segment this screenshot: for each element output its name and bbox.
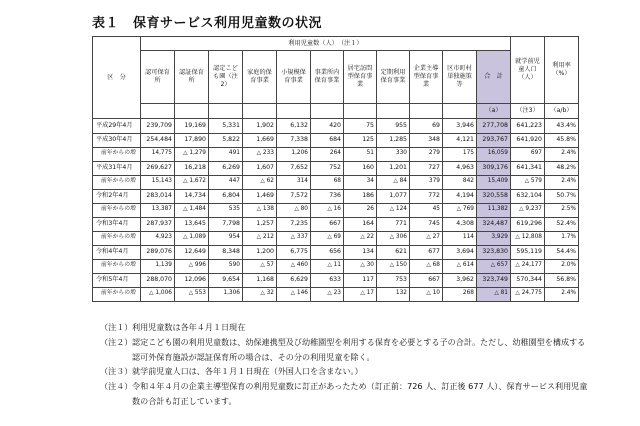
row-label: 前年からの増 — [93, 260, 141, 274]
table-cell: 348 — [410, 133, 443, 148]
table-cell: △ 769 — [443, 204, 477, 218]
table-cell: △ 996 — [175, 260, 209, 274]
table-cell: △ 80 — [277, 204, 311, 218]
table-cell: △ 233 — [243, 148, 277, 162]
table-cell: 667 — [410, 273, 443, 288]
table-cell: 6,804 — [209, 189, 243, 204]
table-cell: 420 — [311, 119, 344, 134]
table-cell: 320,558 — [477, 189, 511, 204]
col-header: 定期利用保育事業 — [377, 51, 410, 104]
table-cell: 6,775 — [277, 245, 311, 260]
row-label: 平成30年4月 — [93, 133, 141, 148]
row-label: 平成29年4月 — [93, 119, 141, 134]
table-row — [93, 217, 579, 232]
table-cell: △ 460 — [277, 260, 311, 274]
category-header: 区 分 — [93, 37, 141, 119]
table-cell: 7,235 — [277, 217, 311, 232]
table-cell: 26 — [344, 204, 377, 218]
table-cell: 117 — [344, 273, 377, 288]
population-header: 就学前児童人口（人） — [511, 37, 545, 104]
table-cell: △ 1,006 — [141, 288, 175, 302]
row-label: 前年からの増 — [93, 176, 141, 190]
table-cell: 132 — [377, 288, 410, 302]
table-row — [93, 273, 579, 288]
col-header: 家庭的保育事業 — [243, 51, 277, 104]
table-cell: 771 — [377, 217, 410, 232]
table-cell: 1,201 — [377, 161, 410, 176]
table-cell: △ 553 — [175, 288, 209, 302]
table-cell: △ 16 — [311, 204, 344, 218]
table-cell: 289,076 — [141, 245, 175, 260]
table-cell: 287,937 — [141, 217, 175, 232]
table-cell: 2.5% — [545, 204, 579, 218]
table-cell: 379 — [410, 176, 443, 190]
table-cell: 632,104 — [511, 189, 545, 204]
table-cell: 5,331 — [209, 119, 243, 134]
table-cell: 3,929 — [477, 232, 511, 246]
table-cell: 134 — [344, 245, 377, 260]
note: （注２） 認定こども園の利用児童数は、幼保連携型及び幼稚園型を利用する保育を必要とする子の合計。ただし、幼稚園型を構成する認可外保育施設が認証保育所の場合は、その分の利用児童を除く。 — [100, 336, 586, 362]
table-cell: 288,070 — [141, 273, 175, 288]
table-cell: 239,709 — [141, 119, 175, 134]
table-title: 保育サービス利用児童数の状況 — [133, 16, 323, 31]
table-cell: △ 657 — [477, 260, 511, 274]
table-cell: 309,176 — [477, 161, 511, 176]
table-cell: 619,296 — [511, 217, 545, 232]
col-header: 企業主導型保育事業 — [410, 51, 443, 104]
table-cell: 52.4% — [545, 217, 579, 232]
table-cell: 314 — [277, 176, 311, 190]
table-cell: 164 — [344, 217, 377, 232]
table-number: 表１ — [92, 16, 120, 31]
table-cell: 1,200 — [243, 245, 277, 260]
table-cell: 753 — [377, 273, 410, 288]
table-cell: 1,168 — [243, 273, 277, 288]
table-cell: 54.4% — [545, 245, 579, 260]
table-cell: 1,257 — [243, 217, 277, 232]
table-row-diff — [93, 260, 579, 274]
table-cell: 1,077 — [377, 189, 410, 204]
row-label: 平成31年4月 — [93, 161, 141, 176]
table-cell: △ 68 — [410, 260, 443, 274]
table-row-diff — [93, 232, 579, 246]
table-row — [93, 119, 579, 134]
table-cell: 279 — [410, 148, 443, 162]
table-cell: 752 — [311, 161, 344, 176]
table-cell: 7,572 — [277, 189, 311, 204]
col-header: 認可保育所 — [141, 51, 175, 104]
table-cell: △ 24,177 — [511, 260, 545, 274]
table-cell: △ 150 — [377, 260, 410, 274]
table-cell: 1.7% — [545, 232, 579, 246]
table-cell: 268 — [443, 288, 477, 302]
table-cell: 45 — [410, 204, 443, 218]
table-cell: 4,121 — [443, 133, 477, 148]
table-cell: 7,338 — [277, 133, 311, 148]
table-cell: 293,767 — [477, 133, 511, 148]
table-cell: 1,607 — [243, 161, 277, 176]
table-cell: 114 — [443, 232, 477, 246]
table-cell: 324,487 — [477, 217, 511, 232]
table-cell: 697 — [511, 148, 545, 162]
table-cell: 745 — [410, 217, 443, 232]
table-cell: 56.8% — [545, 273, 579, 288]
table-cell: △ 62 — [243, 176, 277, 190]
table-cell: 7,652 — [277, 161, 311, 176]
table-row — [93, 161, 579, 176]
rate-formula: （a/b） — [545, 104, 579, 119]
table-cell: △ 22 — [344, 232, 377, 246]
table-row-diff — [93, 148, 579, 162]
table-cell: △ 12,808 — [511, 232, 545, 246]
table-cell: 4,963 — [443, 161, 477, 176]
table-cell: △ 81 — [477, 288, 511, 302]
row-label: 令和5年4月 — [93, 273, 141, 288]
table-cell: 842 — [443, 176, 477, 190]
table-cell: 4,194 — [443, 189, 477, 204]
table-cell: 1,206 — [277, 148, 311, 162]
note: （注４） 令和４年４月の企業主導型保育の利用児童数に訂正があったため（訂正前：726 人、訂正後 677 人）、保育サービス利用児童数の合計も訂正しています。 — [100, 381, 588, 406]
table-cell: △ 30 — [344, 260, 377, 274]
col-header: 居宅訪問型保育事業 — [344, 51, 377, 104]
row-label: 前年からの増 — [93, 204, 141, 218]
table-cell: △ 1,672 — [175, 176, 209, 190]
table-cell: 1,139 — [141, 260, 175, 274]
table-cell: 2.4% — [545, 148, 579, 162]
table-cell: △ 614 — [443, 260, 477, 274]
table-cell: 633 — [311, 273, 344, 288]
table-cell: 13,645 — [175, 217, 209, 232]
table-cell: 323,830 — [477, 245, 511, 260]
table-cell: 447 — [209, 176, 243, 190]
table-cell: 9,654 — [209, 273, 243, 288]
population-note: （注3） — [511, 104, 545, 119]
row-label: 令和3年4月 — [93, 217, 141, 232]
table-cell: 48.2% — [545, 161, 579, 176]
table-row-diff — [93, 176, 579, 190]
table-cell: 15,409 — [477, 176, 511, 190]
table-cell: 954 — [209, 232, 243, 246]
table-cell: △ 27 — [410, 232, 443, 246]
table-cell: 955 — [377, 119, 410, 134]
table-cell: 125 — [344, 133, 377, 148]
table-cell: 160 — [344, 161, 377, 176]
table-cell: △ 23 — [311, 288, 344, 302]
table-cell: △ 9,237 — [511, 204, 545, 218]
table-cell: 14,775 — [141, 148, 175, 162]
table-cell: 323,749 — [477, 273, 511, 288]
table-cell: 2.0% — [545, 260, 579, 274]
row-label: 前年からの増 — [93, 232, 141, 246]
table-cell: 13,387 — [141, 204, 175, 218]
table-cell: 590 — [209, 260, 243, 274]
table-cell: △ 1,484 — [175, 204, 209, 218]
total-header: 合 計 — [477, 51, 511, 104]
table-cell: 684 — [311, 133, 344, 148]
table-cell: 491 — [209, 148, 243, 162]
table-cell: △ 32 — [243, 288, 277, 302]
table-cell: 16,059 — [477, 148, 511, 162]
table-cell: △ 57 — [243, 260, 277, 274]
row-label: 前年からの増 — [93, 148, 141, 162]
table-cell: 330 — [377, 148, 410, 162]
row-label: 令和2年4月 — [93, 189, 141, 204]
table-cell: 6,629 — [277, 273, 311, 288]
table-cell: 5,822 — [209, 133, 243, 148]
table-cell: 14,734 — [175, 189, 209, 204]
table-cell: △ 24,775 — [511, 288, 545, 302]
col-header: 認定こども園（注2） — [209, 51, 243, 104]
table-row — [93, 189, 579, 204]
table-cell: 6,132 — [277, 119, 311, 134]
row-label: 令和4年4月 — [93, 245, 141, 260]
table-cell: 4,308 — [443, 217, 477, 232]
table-cell: 1,669 — [243, 133, 277, 148]
table-cell: 1,306 — [209, 288, 243, 302]
table-cell: 45.8% — [545, 133, 579, 148]
table-cell: 4,923 — [141, 232, 175, 246]
table-cell: 3,962 — [443, 273, 477, 288]
table-cell: 12,096 — [175, 273, 209, 288]
table-cell: 8,348 — [209, 245, 243, 260]
table-row-diff — [93, 204, 579, 218]
rate-header: 利用率（%） — [545, 37, 579, 104]
row-label: 前年からの増 — [93, 288, 141, 302]
note: （注１） 利用児童数は各年４月１日現在 — [100, 322, 246, 332]
table-cell: △ 138 — [243, 204, 277, 218]
table-cell: 772 — [410, 189, 443, 204]
table-cell: 7,798 — [209, 217, 243, 232]
col-header: 区市町村単独施策等 — [443, 51, 477, 104]
total-symbol: （a） — [477, 104, 511, 119]
table-cell: 621 — [377, 245, 410, 260]
page-title — [92, 12, 322, 31]
table-cell: 51 — [344, 148, 377, 162]
usage-group-header: 利用児童数（人） （注１） — [141, 37, 511, 51]
table-cell: 19,169 — [175, 119, 209, 134]
table-cell: 570,344 — [511, 273, 545, 288]
table-cell: 2.4% — [545, 288, 579, 302]
table-cell: 595,119 — [511, 245, 545, 260]
table-cell: 667 — [311, 217, 344, 232]
table-cell: 269,627 — [141, 161, 175, 176]
table-cell: △ 1,279 — [175, 148, 209, 162]
table-row — [93, 133, 579, 148]
table-cell: △ 17 — [344, 288, 377, 302]
table-cell: 43.4% — [545, 119, 579, 134]
table-cell: △ 10 — [410, 288, 443, 302]
table-cell: 6,269 — [209, 161, 243, 176]
notes — [100, 320, 592, 409]
table-cell: 34 — [344, 176, 377, 190]
table-row-diff — [93, 288, 579, 302]
table-cell: 277,708 — [477, 119, 511, 134]
table-cell: 1,285 — [377, 133, 410, 148]
table-cell: 254,484 — [141, 133, 175, 148]
table-cell: 16,218 — [175, 161, 209, 176]
table-cell: 68 — [311, 176, 344, 190]
table-cell: 11,382 — [477, 204, 511, 218]
table-cell: 75 — [344, 119, 377, 134]
childcare-usage-table — [92, 36, 579, 302]
col-header: 事業所内保育事業 — [311, 51, 344, 104]
table-cell: △ 146 — [277, 288, 311, 302]
table-cell: 641,223 — [511, 119, 545, 134]
table-cell: △ 579 — [511, 176, 545, 190]
table-cell: 727 — [410, 161, 443, 176]
table-cell: 641,341 — [511, 161, 545, 176]
table-cell: 641,920 — [511, 133, 545, 148]
table-cell: 2.4% — [545, 176, 579, 190]
table-cell: △ 1,089 — [175, 232, 209, 246]
table-cell: 15,143 — [141, 176, 175, 190]
table-cell: 535 — [209, 204, 243, 218]
table-cell: △ 84 — [377, 176, 410, 190]
col-header: 小規模保育事業 — [277, 51, 311, 104]
table-cell: 175 — [443, 148, 477, 162]
table-cell: 69 — [410, 119, 443, 134]
table-cell: 12,649 — [175, 245, 209, 260]
table-cell: △ 306 — [377, 232, 410, 246]
table-cell: 17,890 — [175, 133, 209, 148]
table-cell: 186 — [344, 189, 377, 204]
table-cell: 656 — [311, 245, 344, 260]
note: （注３） 就学前児童人口は、各年１月１日現在（外国人口を含まない。） — [100, 366, 363, 377]
table-cell: 736 — [311, 189, 344, 204]
table-cell: △ 212 — [243, 232, 277, 246]
table-cell: 264 — [311, 148, 344, 162]
table-cell: 50.7% — [545, 189, 579, 204]
table-row — [93, 245, 579, 260]
table-cell: 283,014 — [141, 189, 175, 204]
table-cell: △ 11 — [311, 260, 344, 274]
table-cell: 1,902 — [243, 119, 277, 134]
table-cell: △ 69 — [311, 232, 344, 246]
table-cell: 677 — [410, 245, 443, 260]
table-cell: 3,946 — [443, 119, 477, 134]
table-cell: △ 337 — [277, 232, 311, 246]
col-header: 認証保育所 — [175, 51, 209, 104]
table-cell: 3,694 — [443, 245, 477, 260]
table-cell: 1,469 — [243, 189, 277, 204]
table-cell: △ 124 — [377, 204, 410, 218]
